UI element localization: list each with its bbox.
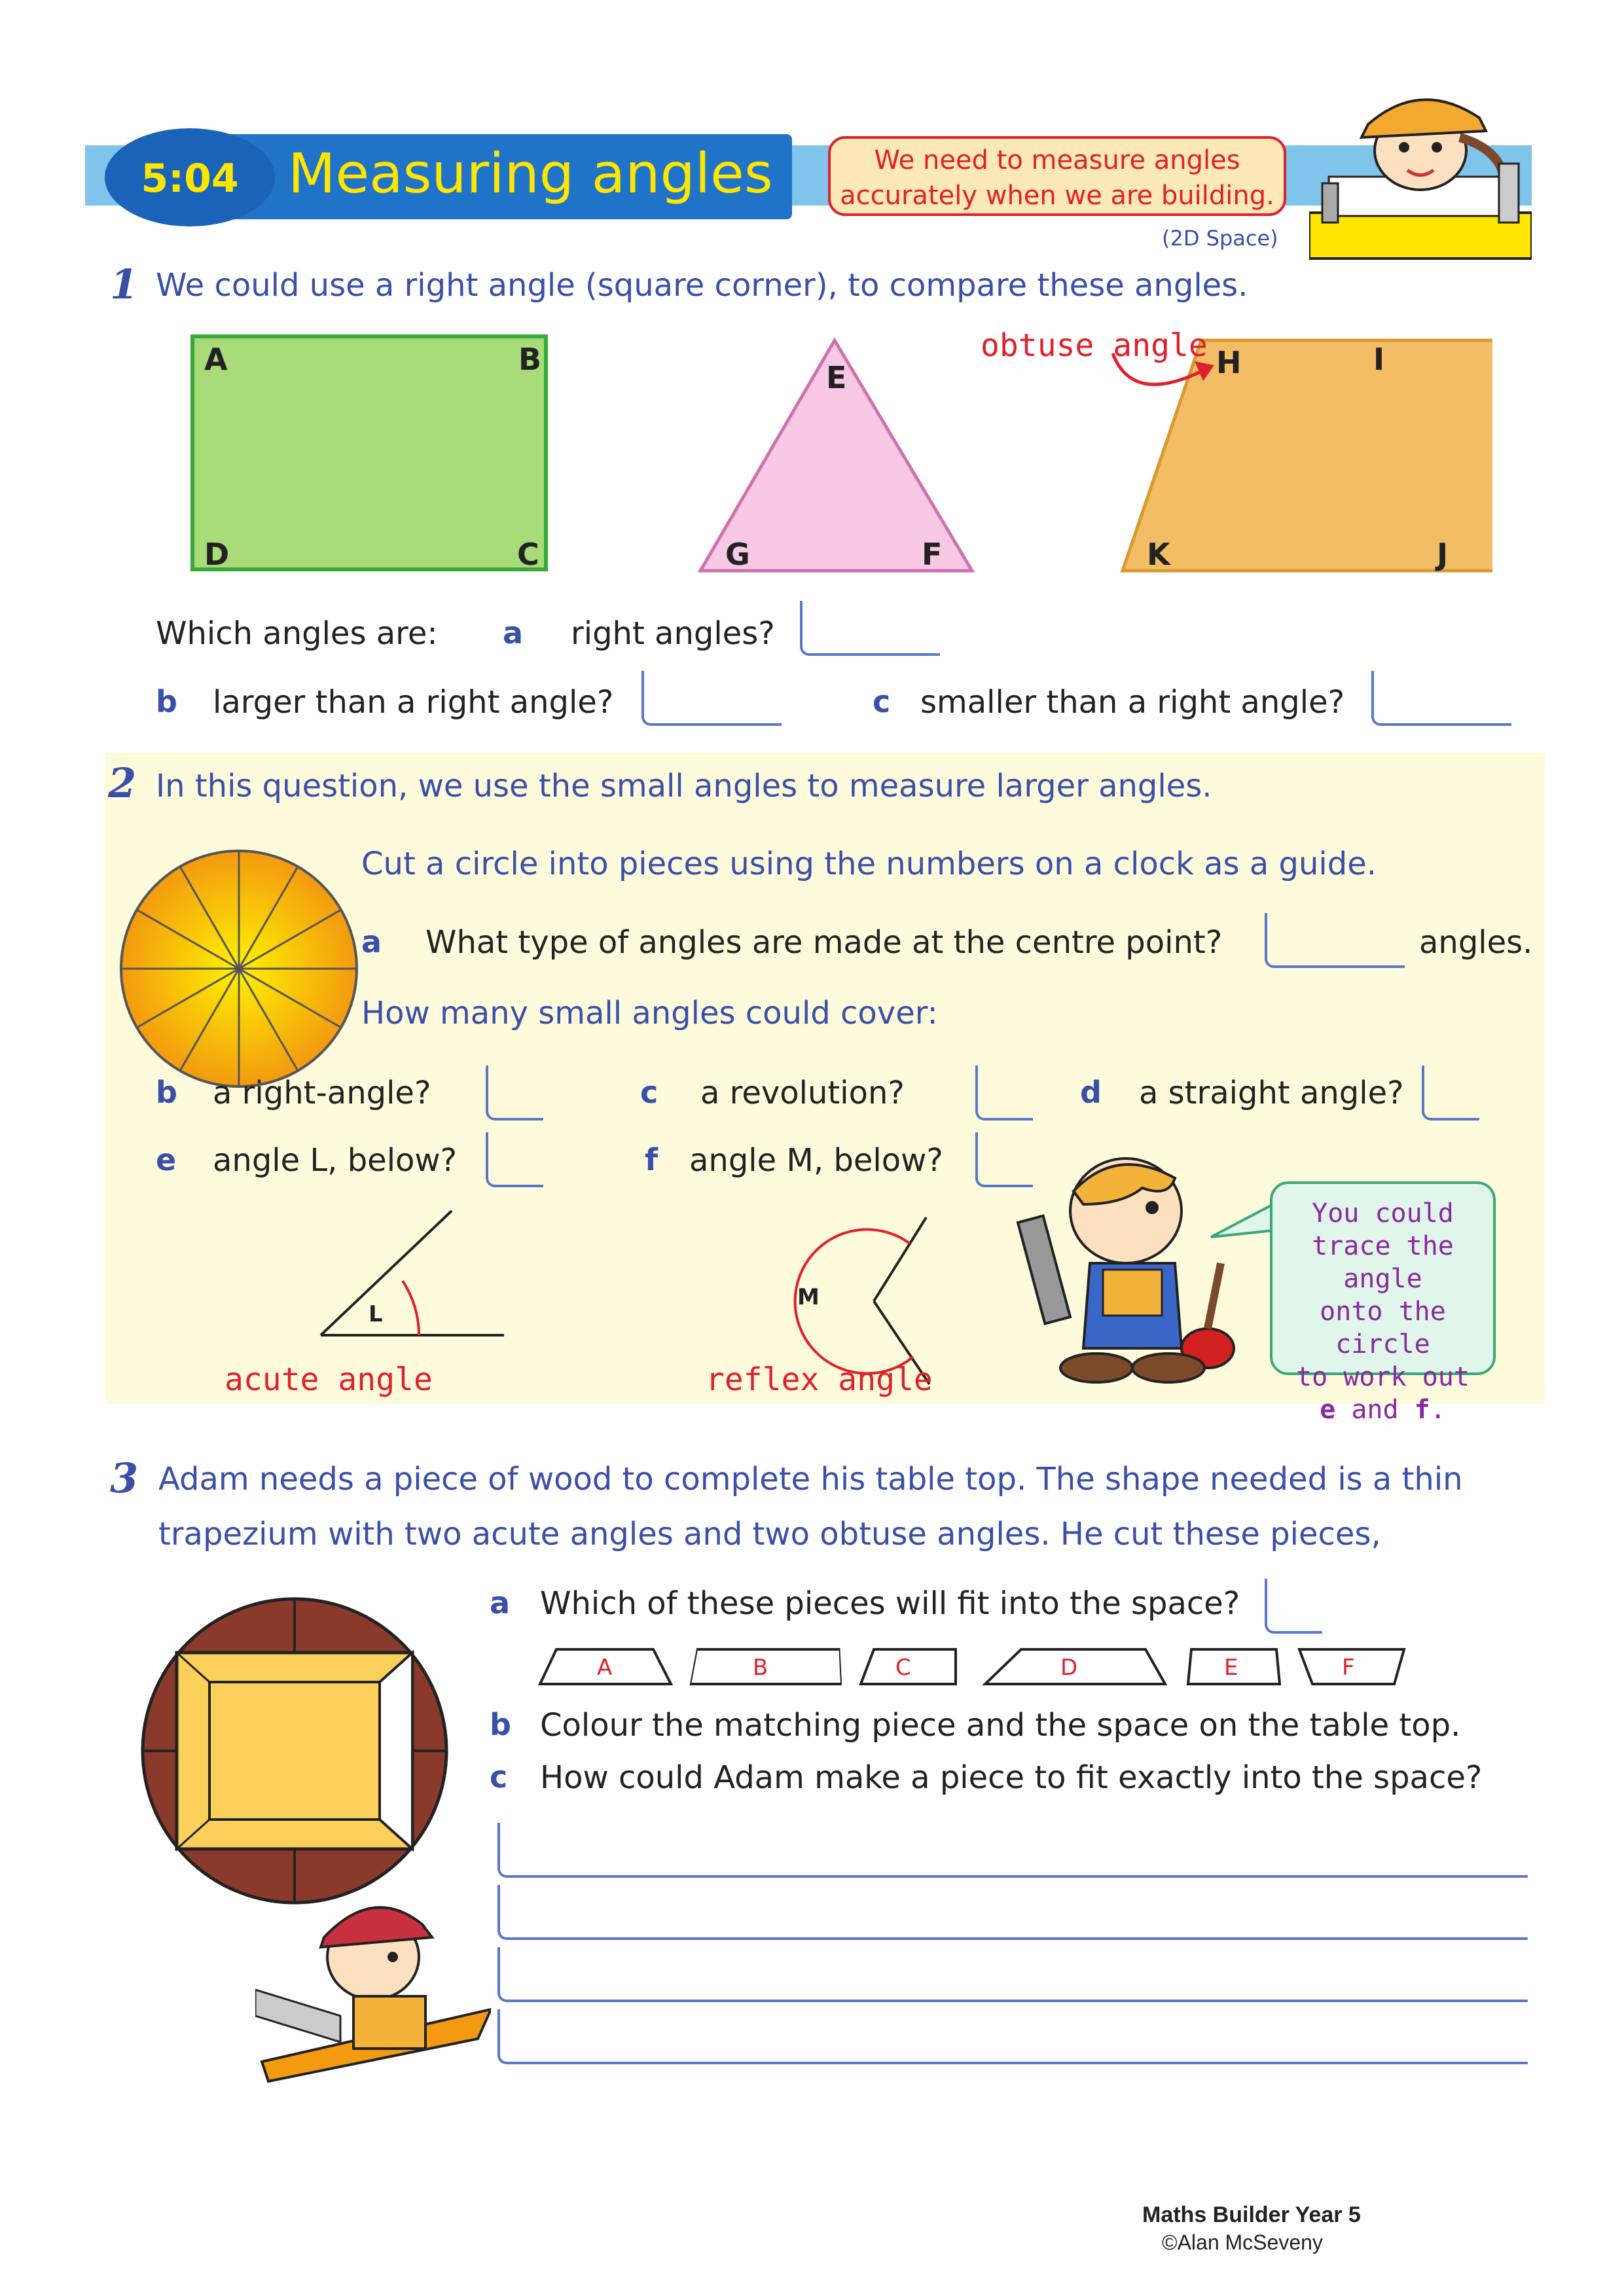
section-number: 5:04 xyxy=(141,156,239,202)
speech-bubble-tail xyxy=(1208,1201,1273,1240)
piece-f-label: F xyxy=(1342,1655,1355,1681)
q3-c-letter: c xyxy=(490,1759,508,1795)
label-k: K xyxy=(1147,537,1170,572)
page-title: Measuring angles xyxy=(288,141,773,206)
q1-c-answer-box[interactable] xyxy=(1371,671,1511,726)
q3-instruction-line-1: Adam needs a piece of wood to complete his table top. The shape needed is a thin xyxy=(158,1461,1463,1498)
q3-number: 3 xyxy=(110,1454,139,1502)
q1-a-text: right angles? xyxy=(571,615,775,652)
q1-a-answer-box[interactable] xyxy=(800,601,940,656)
q1-which: Which angles are: xyxy=(156,615,438,652)
q3-instruction-line-2: trapezium with two acute angles and two obtuse angles. He cut these pieces, xyxy=(158,1516,1381,1552)
speech-and: and xyxy=(1335,1395,1415,1425)
label-e: E xyxy=(826,360,847,395)
angle-l-diagram xyxy=(314,1198,511,1348)
q2-a-text: What type of angles are made at the centre point? xyxy=(425,924,1223,961)
q2-number: 2 xyxy=(108,759,137,807)
q1-c-text: smaller than a right angle? xyxy=(920,684,1345,721)
q3-c-answer-line-3[interactable] xyxy=(497,1947,1528,2002)
q2-c-answer-box[interactable] xyxy=(975,1066,1033,1121)
label-g: G xyxy=(725,537,750,572)
q2-c-letter: c xyxy=(640,1075,659,1110)
header-note-line-1: We need to measure angles xyxy=(874,145,1240,175)
label-c: C xyxy=(517,537,539,572)
q2-b-answer-box[interactable] xyxy=(486,1066,543,1121)
acute-angle-caption: acute angle xyxy=(225,1361,433,1398)
q2-d-text: a straight angle? xyxy=(1139,1075,1404,1111)
clock-circle-pieces xyxy=(115,844,363,1093)
q1-a-letter: a xyxy=(503,615,524,651)
speech-line-4: to work out xyxy=(1296,1362,1470,1392)
q2-e-letter: e xyxy=(156,1142,177,1177)
q2-a-answer-box[interactable] xyxy=(1265,913,1405,968)
q2-d-letter: d xyxy=(1080,1075,1102,1110)
wood-pieces xyxy=(537,1646,1414,1692)
piece-d-label: D xyxy=(1060,1655,1078,1681)
speech-line-2: trace the angle xyxy=(1312,1231,1454,1294)
q2-a-letter: a xyxy=(361,924,382,960)
q2-b-letter: b xyxy=(156,1075,177,1110)
q2-e-answer-box[interactable] xyxy=(486,1132,543,1187)
q3-c-answer-line-2[interactable] xyxy=(497,1885,1528,1940)
footer-book-title: Maths Builder Year 5 xyxy=(1142,2202,1361,2227)
q1-b-letter: b xyxy=(156,684,177,719)
header-note-line-2: accurately when we are building. xyxy=(840,181,1274,211)
q2-c-text: a revolution? xyxy=(700,1075,905,1111)
q2-a-suffix: angles. xyxy=(1419,924,1533,961)
angle-l-label: L xyxy=(369,1301,383,1327)
q2-f-letter: f xyxy=(645,1142,659,1177)
q2-b-text: a right-angle? xyxy=(213,1075,431,1111)
piece-e-label: E xyxy=(1224,1655,1238,1681)
rectangle-abcd xyxy=(192,336,546,569)
q1-c-letter: c xyxy=(873,684,891,719)
round-table-top xyxy=(137,1594,452,1908)
piece-a-label: A xyxy=(597,1655,613,1681)
plumber-boy-illustration xyxy=(1011,1152,1260,1394)
angle-m-label: M xyxy=(797,1284,820,1310)
label-h: H xyxy=(1216,345,1242,380)
label-b: B xyxy=(518,342,542,377)
strand-label: (2D Space) xyxy=(1162,226,1278,251)
q3-c-text: How could Adam make a piece to fit exactly into the space? xyxy=(540,1759,1483,1796)
reflex-angle-caption: reflex angle xyxy=(706,1361,933,1398)
q3-a-answer-box[interactable] xyxy=(1265,1579,1322,1634)
q1-b-answer-box[interactable] xyxy=(641,671,782,726)
speech-dot: . xyxy=(1430,1395,1446,1425)
carpenter-boy-illustration xyxy=(255,1885,491,2101)
q1-instruction: We could use a right angle (square corner), to compare these angles. xyxy=(156,267,1248,304)
speech-line-1: You could xyxy=(1312,1198,1454,1229)
q2-d-answer-box[interactable] xyxy=(1422,1066,1479,1121)
q2-instruction: In this question, we use the small angles to measure larger angles. xyxy=(156,768,1212,804)
q2-f-text: angle M, below? xyxy=(689,1142,943,1179)
speech-line-5 xyxy=(1272,1393,1493,1426)
label-i: I xyxy=(1373,342,1385,377)
q2-how-many: How many small angles could cover: xyxy=(361,995,938,1031)
q3-a-letter: a xyxy=(490,1585,511,1621)
speech-line-3: onto the circle xyxy=(1320,1297,1446,1359)
q2-cut-instruction: Cut a circle into pieces using the numbers on a clock as a guide. xyxy=(361,846,1377,882)
piece-b-label: B xyxy=(753,1655,768,1681)
q3-c-answer-line-1[interactable] xyxy=(497,1823,1528,1878)
label-a: A xyxy=(204,342,228,377)
piece-c-label: C xyxy=(895,1655,911,1681)
speech-e: e xyxy=(1320,1395,1336,1425)
footer-copyright: ©Alan McSeveny xyxy=(1162,2231,1323,2254)
q3-a-text: Which of these pieces will fit into the space? xyxy=(540,1585,1240,1622)
label-j: J xyxy=(1437,537,1449,572)
obtuse-angle-annotation: obtuse angle xyxy=(981,327,1208,364)
q2-e-text: angle L, below? xyxy=(213,1142,458,1179)
q1-number: 1 xyxy=(110,260,139,308)
q3-b-letter: b xyxy=(490,1707,511,1742)
q3-c-answer-line-4[interactable] xyxy=(497,2009,1528,2064)
speech-bubble xyxy=(1270,1181,1496,1425)
q3-b-text: Colour the matching piece and the space on the table top. xyxy=(540,1707,1461,1744)
q1-b-text: larger than a right angle? xyxy=(213,684,614,721)
builder-girl-illustration xyxy=(1309,79,1532,262)
label-f: F xyxy=(922,537,943,572)
label-d: D xyxy=(204,537,230,572)
speech-f: f xyxy=(1414,1395,1430,1425)
header-note xyxy=(828,136,1286,216)
